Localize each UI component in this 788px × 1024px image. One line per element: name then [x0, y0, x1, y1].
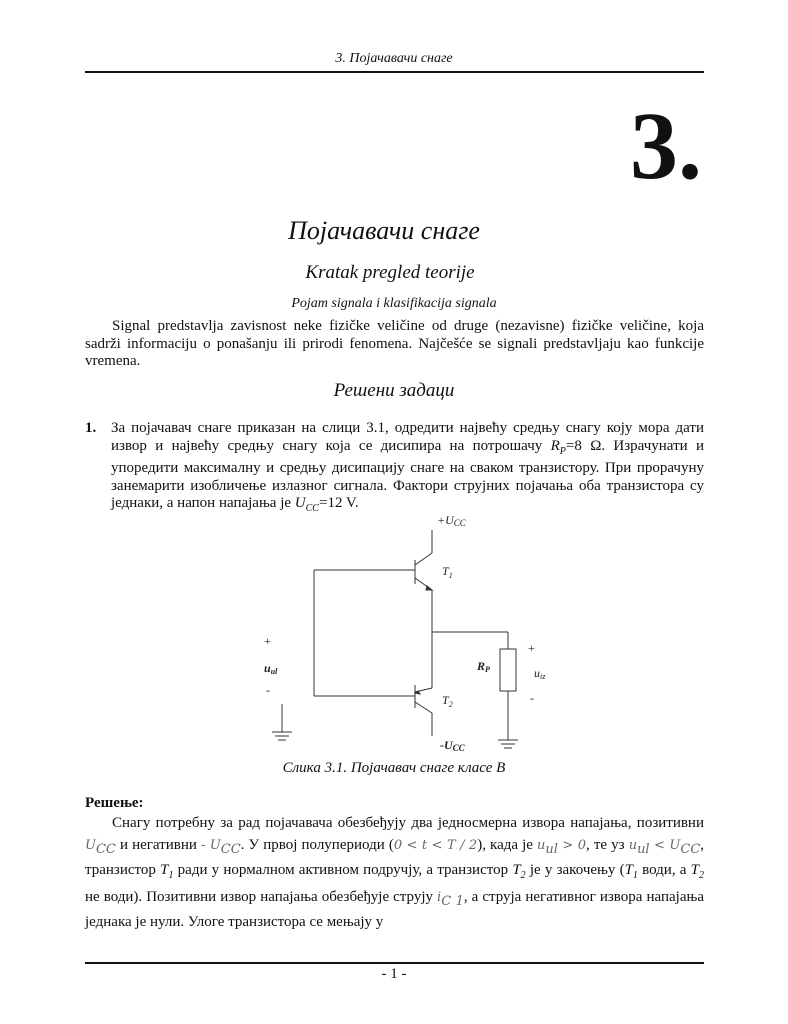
t1-label: $T_1$ [442, 564, 453, 580]
task-text: За појачавач снаге приказан на слици 3.1, одредити највећу средњу снагу коју мора дати извор и највећу средњу снагу која се дисипира на потрошачу $R_P=8$ Ω. Израчунати и упоредити максималну и средњу дисипацију снаге на сваком транзистору. При прорачуну занемарити изобличење излазног сигнала. Фактори струјних појачања оба транзистора су једнаки, а напон напајања је $U_{CC}=12$ V. [111, 420, 705, 514]
running-header: 3. Појачавачи снаге [335, 51, 453, 66]
uul-label: uul [264, 661, 278, 676]
t2-label: $T_2$ [442, 693, 453, 709]
section-title: Kratak pregled teorije [305, 262, 475, 283]
intro-paragraph: Signal predstavlja zavisnost neke fizičke veličine od druge (nezavisne) fizičke veličine, koja sadrži informaciju o ponašanju ili prirodi fenomena. Najčešće se signali predstavljaju kao funkcije vremena. [85, 318, 704, 369]
footer-rule [85, 962, 704, 964]
figure-caption: Слика 3.1. Појачавач снаге класе B [282, 760, 506, 776]
page-number: - 1 - [381, 966, 407, 982]
solved-tasks-title: Решени задаци [333, 380, 455, 401]
solution-paragraph: Снагу потребну за рад појачавача обезбеђују два једносмерна извора напајања, позитивни $U_{CC}$ и негативни - $U_{CC}$. У првој полупериоди (0 < t < T / 2), када је $u_{ul} > 0$, те уз $u_{ul} < U_{CC}$, транзистор $T_1$ ради у нормалном активном подручју, а транзистор $T_2$ је у закочењу ($T_1$ води, а $T_2$ не води). Позитивни извор напајања обезбеђује струју $i_{C 1}$, а струја негативног извора напајања једнака је нули. Улоге транзистора се мењају у [85, 815, 705, 930]
task-number: 1. [85, 420, 97, 436]
output-plus: + [528, 641, 535, 655]
rp-label: RP [477, 659, 490, 674]
uiz-label: uiz [534, 666, 546, 681]
minus-vcc-label: -UCC [440, 738, 465, 753]
header-rule [85, 71, 704, 73]
input-minus: - [266, 683, 270, 697]
chapter-title: Појачавачи снаге [288, 216, 480, 245]
solution-label: Решење: [85, 795, 144, 811]
circuit-diagram [250, 508, 546, 758]
subsection-title: Pojam signala i klasifikacija signala [291, 296, 497, 311]
output-minus: - [530, 691, 534, 705]
plus-vcc-label: +UCC [437, 513, 466, 528]
input-plus: + [264, 634, 271, 648]
chapter-number: 3. [630, 92, 702, 199]
